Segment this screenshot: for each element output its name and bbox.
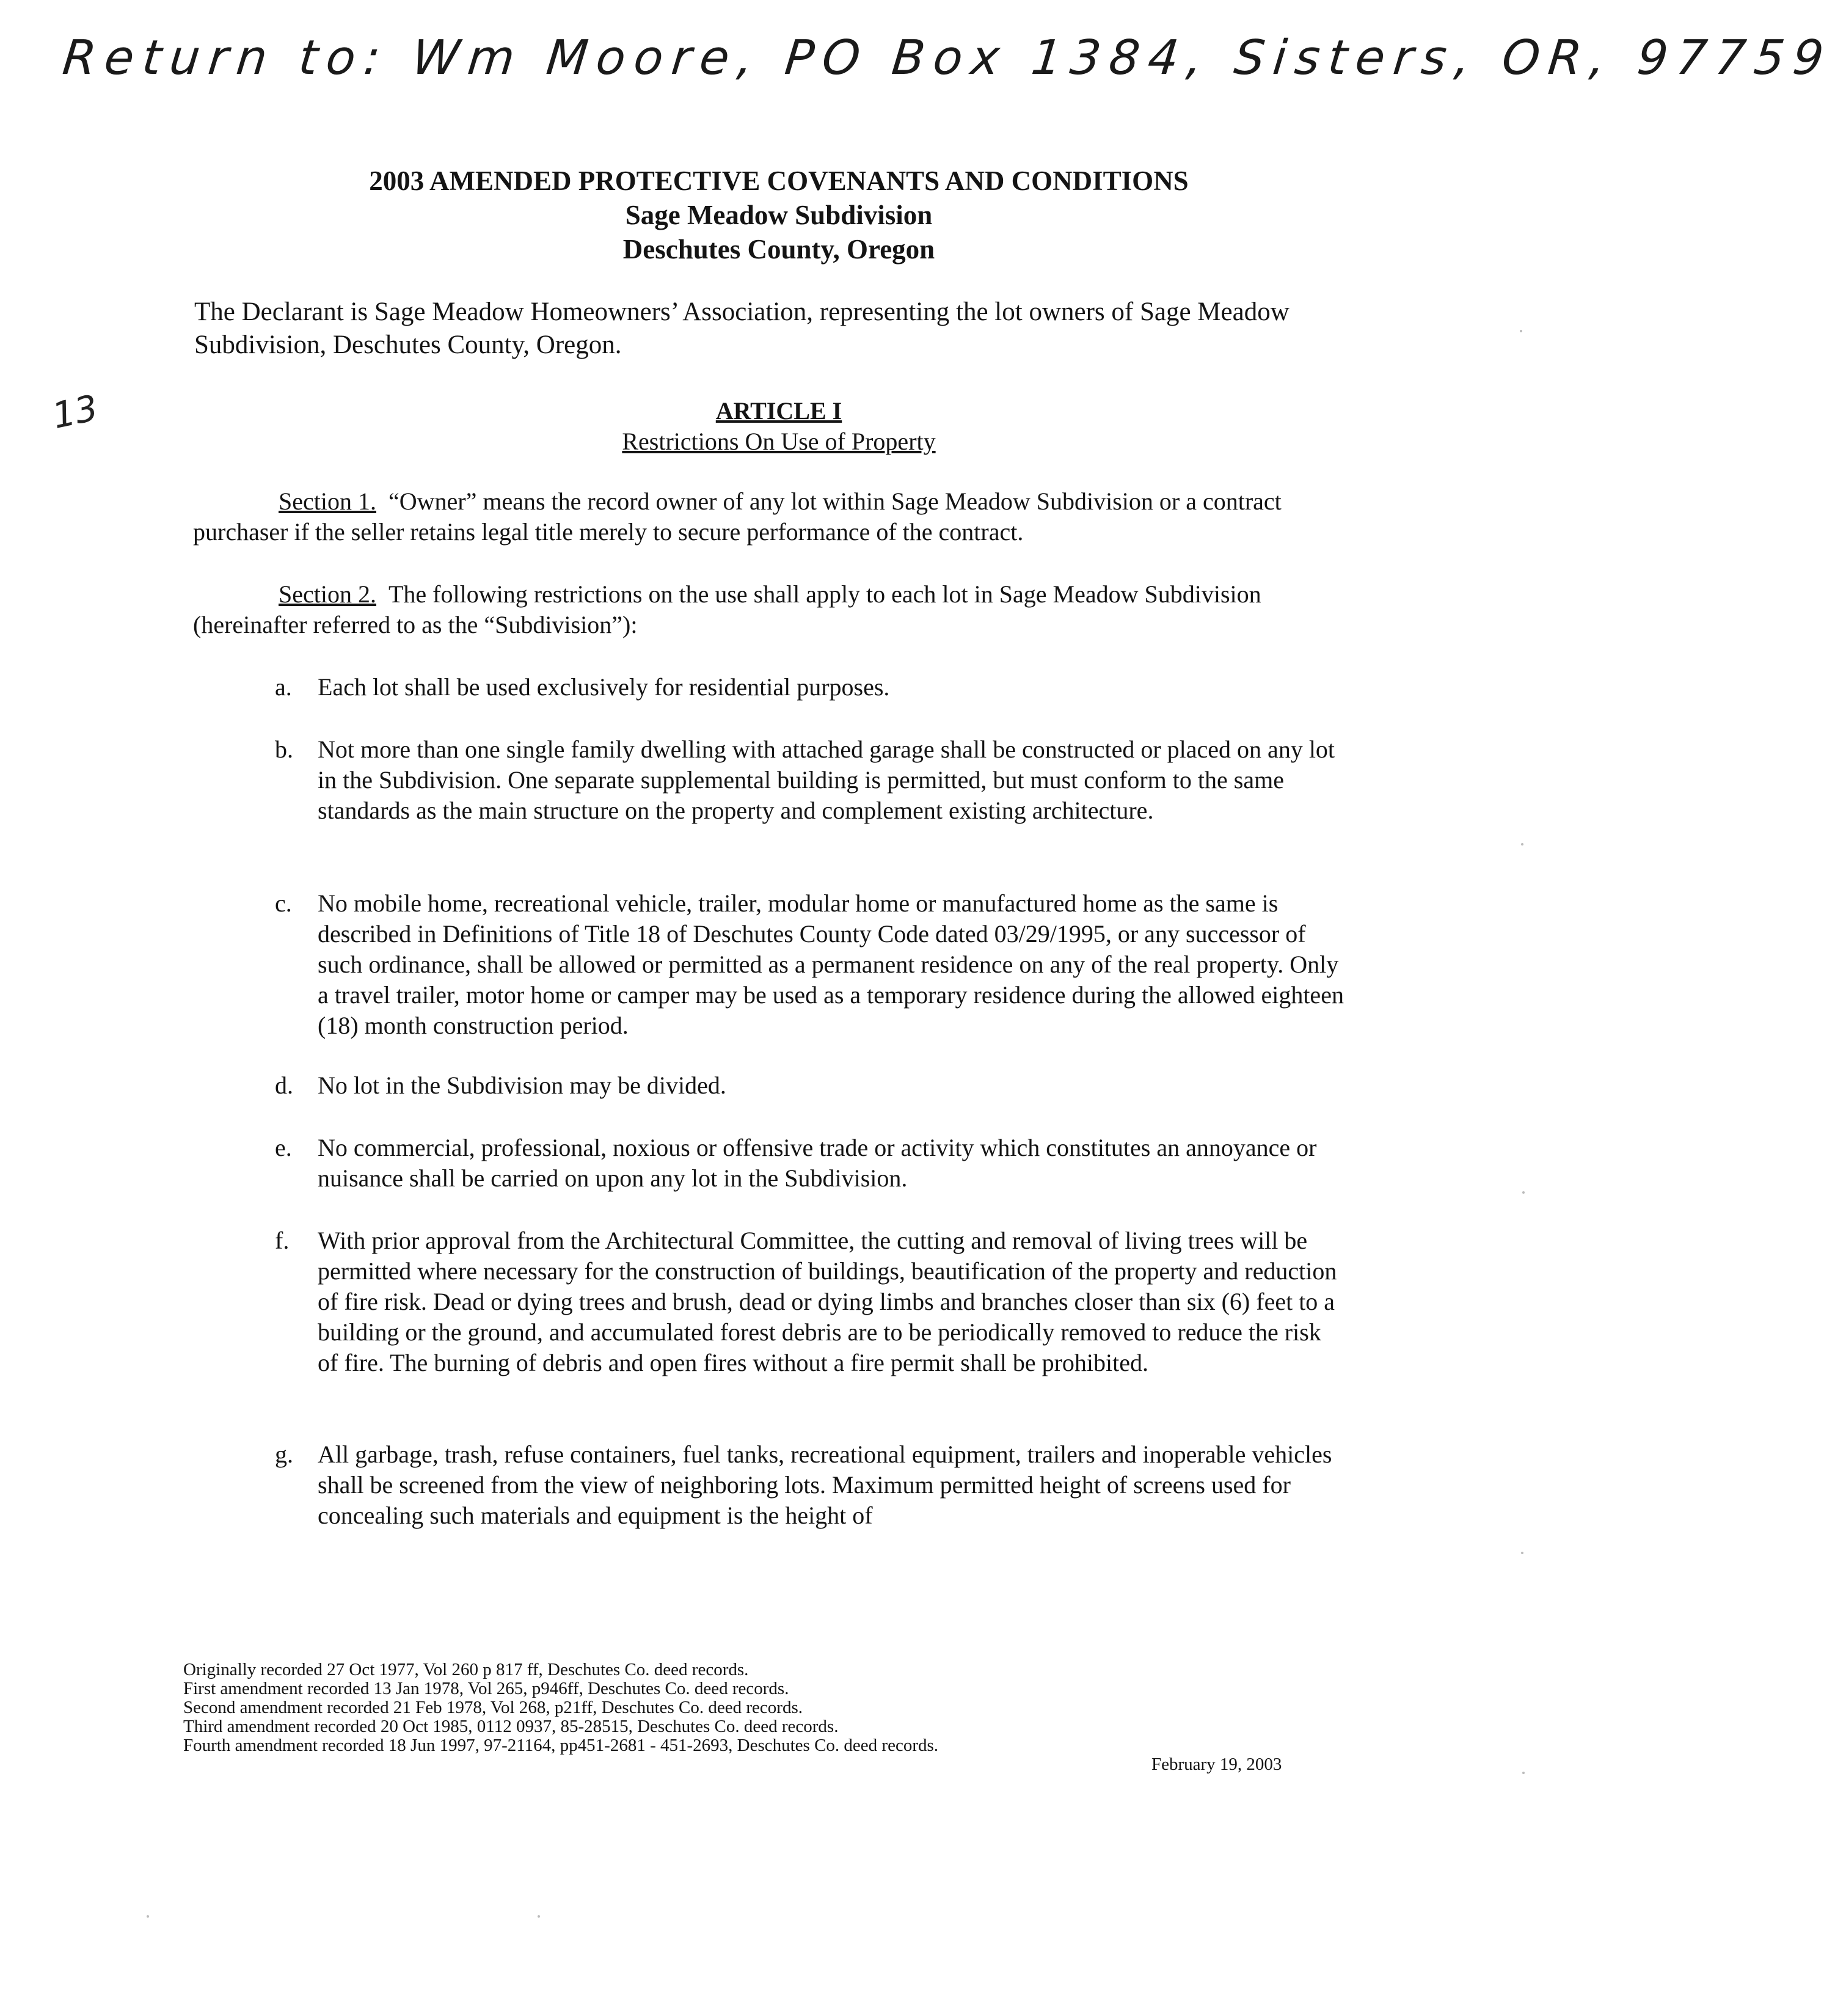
section-2 [193, 579, 1348, 640]
section-1-label: Section 1. [279, 488, 376, 515]
article-subheading-wrap [0, 426, 1558, 457]
list-item-text: No lot in the Subdivision may be divided. [318, 1072, 726, 1099]
record-line: First amendment recorded 13 Jan 1978, Vol 265, p946ff, Deschutes Co. deed records. [183, 1679, 789, 1698]
scan-speck [1520, 330, 1522, 332]
declarant-paragraph: The Declarant is Sage Meadow Homeowners’ Association, representing the lot owners of Sage Meadow Subdivision, Deschutes County, Oregon. [194, 298, 1290, 359]
list-item-letter: a. [275, 673, 292, 701]
document-title: 2003 AMENDED PROTECTIVE COVENANTS AND CONDITIONS [369, 166, 1189, 196]
subdivision-name: Sage Meadow Subdivision [625, 200, 933, 230]
list-item-letter: b. [275, 736, 293, 763]
list-item-text: With prior approval from the Architectural Committee, the cutting and removal of living trees will be permitted where necessary for the construction of buildings, beautification of the property and reduction of fire risk. Dead or dying trees and brush, dead or dying limbs and branches closer than six (6) feet to a building or the ground, and accumulated forest debris are to be periodically removed to reduce the risk of fire. The burning of debris and open fires without a fire permit shall be prohibited. [318, 1227, 1337, 1376]
list-item-text: Not more than one single family dwelling with attached garage shall be constructed or placed on any lot in the Subdivision. One separate supplemental building is permitted, but must conform to the same standards as the main structure on the property and complement existing architecture. [318, 736, 1335, 824]
list-item-text: No commercial, professional, noxious or offensive trade or activity which constitutes an annoyance or nuisance shall be carried on upon any lot in the Subdivision. [318, 1134, 1317, 1192]
list-item-text: All garbage, trash, refuse containers, fuel tanks, recreational equipment, trailers and inoperable vehicles shall be screened from the view of neighboring lots. Maximum permitted height of screens used for concealing such materials and equipment is the height of [318, 1441, 1332, 1529]
scan-speck [1521, 843, 1523, 845]
list-item-text: No mobile home, recreational vehicle, trailer, modular home or manufactured home as the same is described in Definitions of Title 18 of Deschutes County Code dated 03/29/1995, or any successor of such ordinance, shall be allowed or permitted as a permanent residence on any of the real property. Only a travel trailer, motor home or camper may be used as a temporary residence during the allowed eighteen (18) month construction period. [318, 889, 1344, 1039]
margin-handwritten-number: 13 [48, 387, 102, 437]
recording-history [183, 1660, 1222, 1755]
scan-speck [1521, 1552, 1523, 1554]
list-item-letter: e. [275, 1134, 292, 1161]
county-name: Deschutes County, Oregon [622, 234, 935, 265]
article-number: ARTICLE I [715, 397, 842, 425]
section-1-text: “Owner” means the record owner of any lot within Sage Meadow Subdivision or a contract purchaser if the seller retains legal title merely to secure performance of the contract. [193, 488, 1282, 546]
record-line: Originally recorded 27 Oct 1977, Vol 260 p 817 ff, Deschutes Co. deed records. [183, 1660, 749, 1679]
document-date: February 19, 2003 [1151, 1755, 1282, 1774]
article-title: Restrictions On Use of Property [622, 428, 936, 455]
list-item-letter: d. [275, 1072, 293, 1099]
list-item-text: Each lot shall be used exclusively for residential purposes. [318, 673, 890, 701]
record-line: Second amendment recorded 21 Feb 1978, Vol 268, p21ff, Deschutes Co. deed records. [183, 1698, 803, 1717]
scan-speck [538, 1915, 540, 1918]
article-heading [0, 396, 1558, 426]
handwritten-return-address: Return to: Wm Moore, PO Box 1384, Sisters, OR, 97759 [60, 31, 1835, 86]
scan-speck [1522, 1191, 1525, 1194]
section-1 [193, 486, 1348, 547]
record-line: Third amendment recorded 20 Oct 1985, 0112 0937, 85-28515, Deschutes Co. deed records. [183, 1717, 839, 1736]
section-2-label: Section 2. [279, 580, 376, 608]
list-item-letter: f. [275, 1227, 290, 1254]
list-item-letter: g. [275, 1441, 293, 1468]
record-line: Fourth amendment recorded 18 Jun 1997, 97-21164, pp451-2681 - 451-2693, Deschutes Co. deed records. [183, 1736, 939, 1755]
scan-speck [147, 1915, 149, 1918]
section-2-text: The following restrictions on the use shall apply to each lot in Sage Meadow Subdivision (hereinafter referred to as the “Subdivision”): [193, 580, 1261, 638]
scan-speck [1522, 1772, 1525, 1774]
list-item-letter: c. [275, 889, 292, 917]
